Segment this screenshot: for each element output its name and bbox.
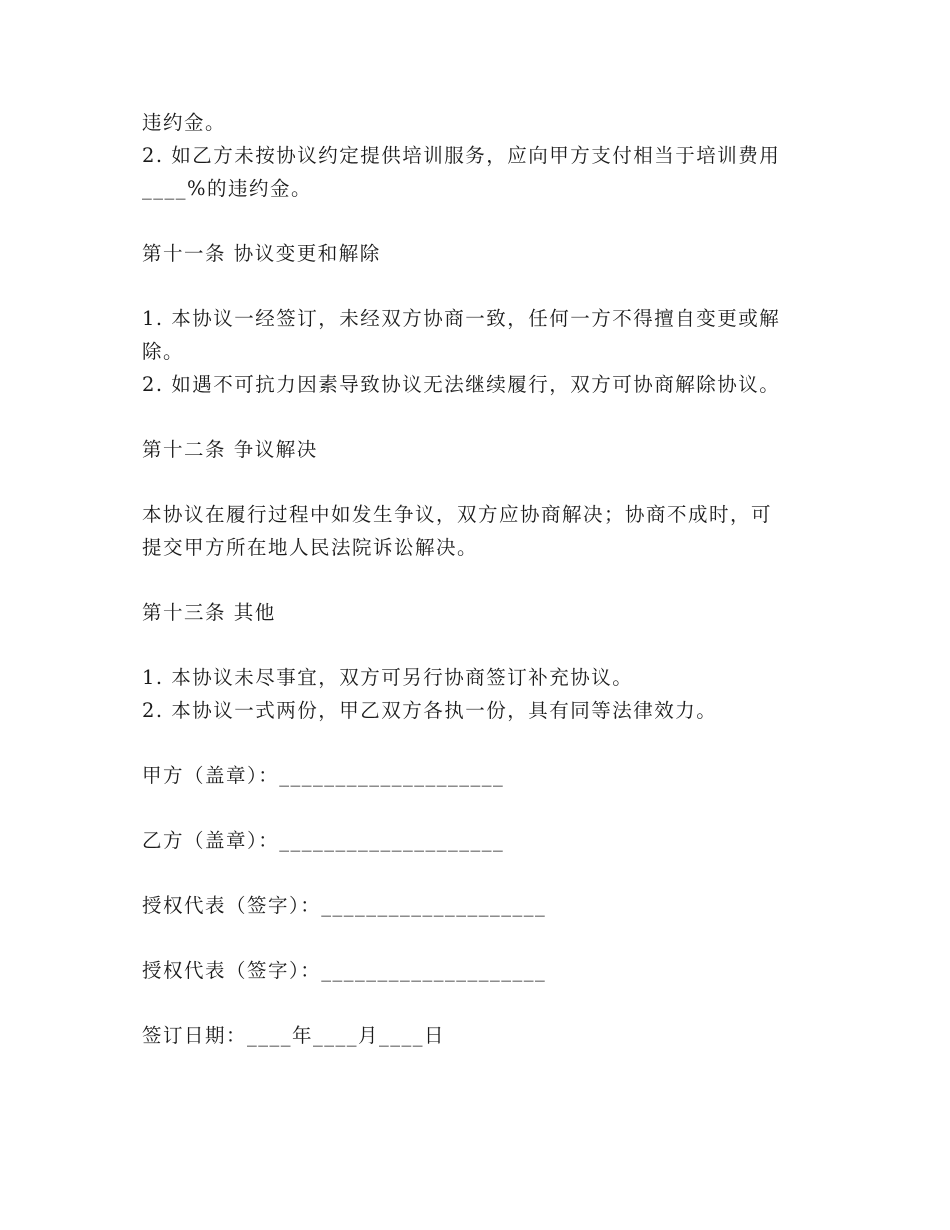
party-a-seal-line: 甲方（盖章）：____________________ bbox=[142, 764, 505, 787]
article-11-item-2: 2. 如遇不可抗力因素导致协议无法继续履行，双方可协商解除协议。 bbox=[142, 373, 781, 396]
article-11-item-1-line-1: 1. 本协议一经签订，未经双方协商一致，任何一方不得擅自变更或解 bbox=[142, 307, 781, 330]
article-12-paragraph-line-1: 本协议在履行过程中如发生争议，双方应协商解决；协商不成时，可 bbox=[142, 503, 773, 526]
article-11-item-1-line-2: 除。 bbox=[142, 340, 185, 363]
article-13-item-1: 1. 本协议未尽事宜，双方可另行协商签订补充协议。 bbox=[142, 666, 634, 689]
article-12-paragraph-line-2: 提交甲方所在地人民法院诉讼解决。 bbox=[142, 536, 479, 559]
representative-a-signature-line: 授权代表（签字）：____________________ bbox=[142, 894, 547, 917]
clause-item-2-line-1: 2. 如乙方未按协议约定提供培训服务，应向甲方支付相当于培训费用 bbox=[142, 144, 781, 167]
signing-date-line: 签订日期：____年____月____日 bbox=[142, 1024, 446, 1047]
party-b-seal-line: 乙方（盖章）：____________________ bbox=[142, 829, 505, 852]
continuation-line: 违约金。 bbox=[142, 111, 227, 134]
article-13-heading: 第十三条 其他 bbox=[142, 601, 276, 624]
article-12-heading: 第十二条 争议解决 bbox=[142, 438, 318, 461]
article-11-heading: 第十一条 协议变更和解除 bbox=[142, 242, 381, 265]
clause-item-2-line-2: ____%的违约金。 bbox=[142, 177, 313, 200]
document-page bbox=[142, 106, 807, 1052]
article-13-item-2: 2. 本协议一式两份，甲乙双方各执一份，具有同等法律效力。 bbox=[142, 699, 718, 722]
representative-b-signature-line: 授权代表（签字）：____________________ bbox=[142, 959, 547, 982]
